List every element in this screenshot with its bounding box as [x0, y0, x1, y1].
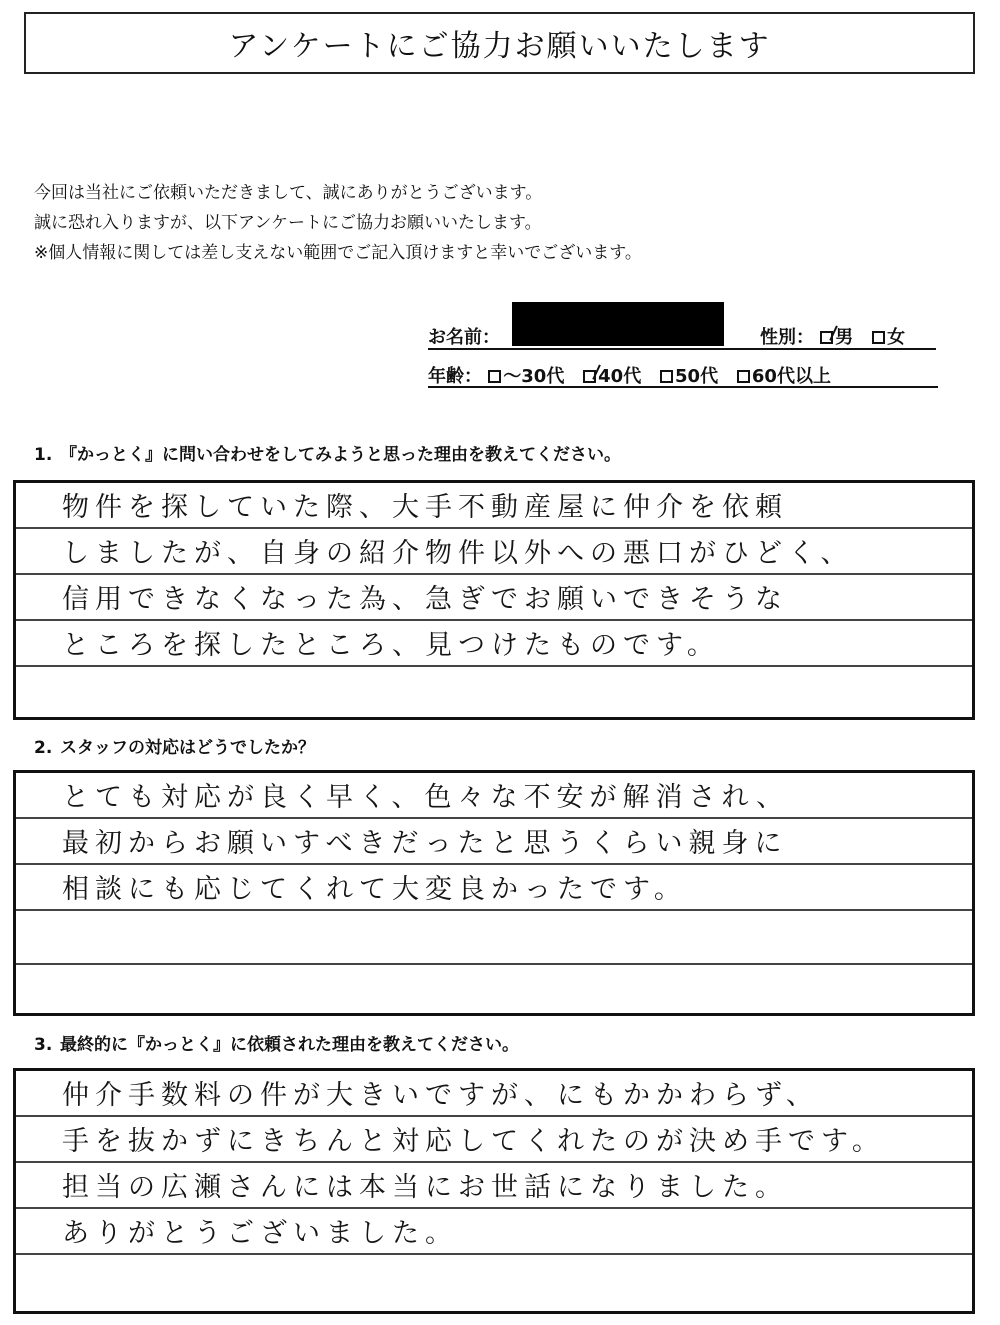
intro-text: [34, 178, 642, 268]
checkbox-icon[interactable]: [488, 370, 501, 383]
gender-field: [760, 323, 905, 349]
age-label: 年齢：: [428, 366, 482, 387]
answer-line: とても対応が良く早く、色々な不安が解消され、: [16, 773, 972, 819]
intro-line: ※個人情報に関しては差し支えない範囲でご記入頂けますと幸いでございます。: [34, 243, 642, 263]
gender-option-female[interactable]: 女: [872, 327, 905, 348]
answer-line: [16, 1257, 972, 1311]
age-option-50s[interactable]: 50代: [660, 366, 718, 387]
question-number: 1.: [34, 445, 53, 465]
answer-line: 信用できなくなった為、急ぎでお願いできそうな: [16, 575, 972, 621]
question-number: 3.: [34, 1035, 53, 1055]
age-option-40s[interactable]: 40代: [583, 366, 641, 387]
name-label: お名前：: [428, 327, 500, 348]
answer-line: 物件を探していた際、大手不動産屋に仲介を依頼: [16, 483, 972, 529]
checkbox-icon[interactable]: [660, 370, 673, 383]
answer-line: 手を抜かずにきちんと対応してくれたのが決め手です。: [16, 1117, 972, 1163]
checkbox-icon[interactable]: [737, 370, 750, 383]
intro-line: 誠に恐れ入りますが、以下アンケートにご協力お願いいたします。: [34, 213, 542, 233]
answer-line: [16, 667, 972, 717]
answer-line: 仲介手数料の件が大きいですが、にもかかわらず、: [16, 1071, 972, 1117]
checkbox-checked-icon[interactable]: [820, 331, 833, 344]
question-text: スタッフの対応はどうでしたか？: [60, 738, 315, 758]
question-3: [34, 1030, 519, 1055]
answer-line: [16, 965, 972, 1013]
answer-line: 担当の広瀬さんには本当にお世話になりました。: [16, 1163, 972, 1209]
answer-line: しましたが、自身の紹介物件以外への悪口がひどく、: [16, 529, 972, 575]
answer-line: [16, 919, 972, 965]
gender-option-male[interactable]: 男: [820, 327, 853, 348]
age-field: [428, 362, 831, 388]
redacted-name: [512, 302, 724, 346]
question-1: [34, 440, 621, 465]
answer-line: 相談にも応じてくれて大変良かったです。: [16, 865, 972, 911]
question-text: 最終的に『かっとく』に依頼された理由を教えてください。: [60, 1035, 519, 1055]
age-option-30s[interactable]: ～30代: [488, 366, 564, 387]
age-underline: [428, 386, 938, 388]
survey-title: アンケートにご協力お願いいたします: [24, 12, 975, 74]
gender-label: 性別：: [760, 327, 814, 348]
answer-line: ところを探したところ、見つけたものです。: [16, 621, 972, 667]
age-option-60s-plus[interactable]: 60代以上: [737, 366, 831, 387]
question-number: 2.: [34, 738, 53, 758]
checkbox-icon[interactable]: [872, 331, 885, 344]
checkbox-checked-icon[interactable]: [583, 370, 596, 383]
question-text: 『かっとく』に問い合わせをしてみようと思った理由を教えてください。: [60, 445, 621, 465]
question-2: [34, 733, 315, 758]
answer-line: ありがとうございました。: [16, 1209, 972, 1255]
answer-box-3[interactable]: [13, 1068, 975, 1314]
answer-box-1[interactable]: [13, 480, 975, 720]
intro-line: 今回は当社にご依頼いただきまして、誠にありがとうございます。: [34, 183, 543, 203]
answer-line: 最初からお願いすべきだったと思うくらい親身に: [16, 819, 972, 865]
answer-box-2[interactable]: [13, 770, 975, 1016]
